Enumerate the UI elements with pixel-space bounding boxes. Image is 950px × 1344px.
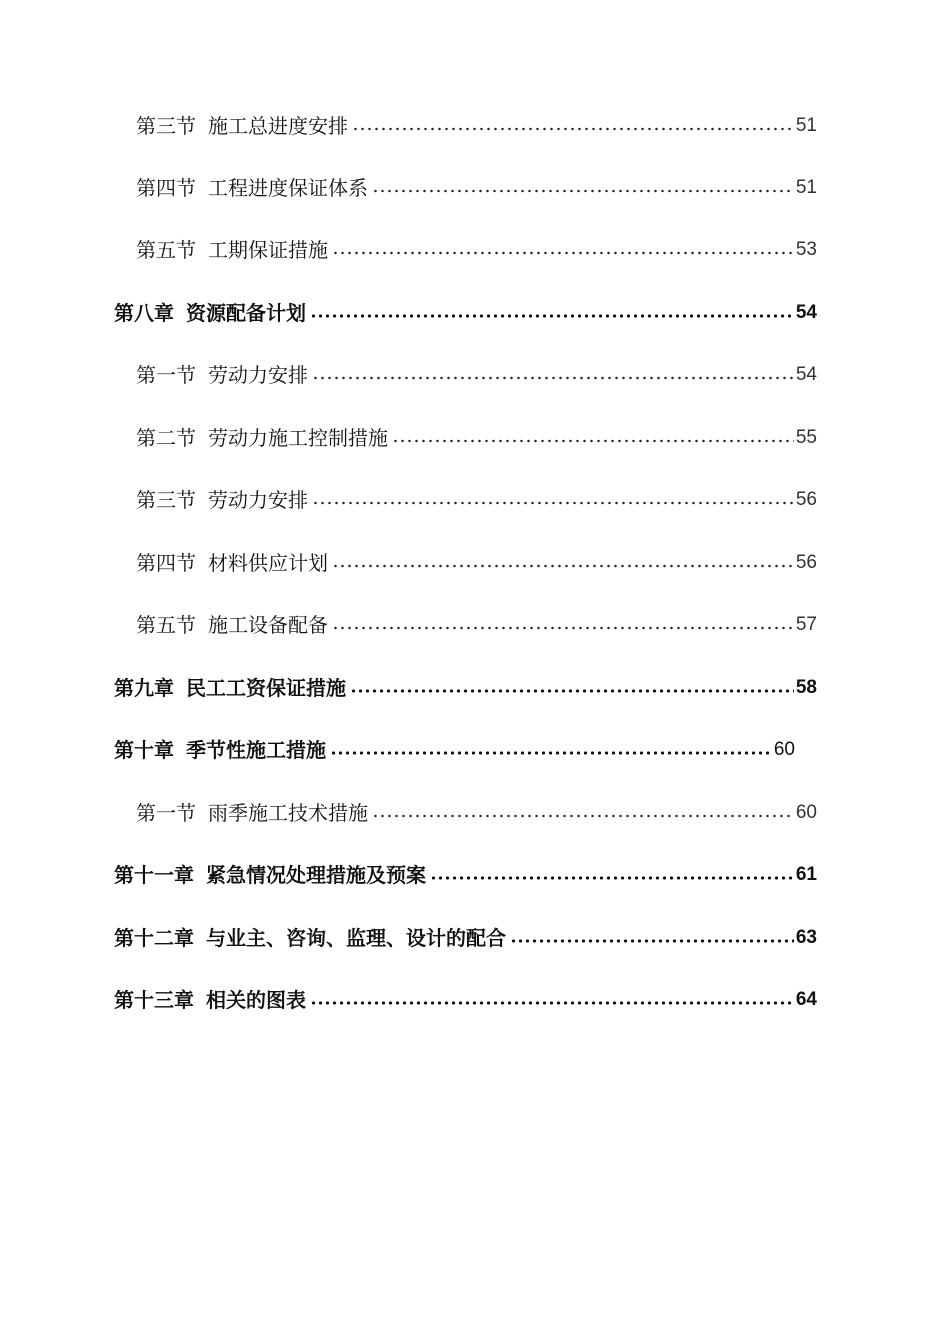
toc-entry-page: 54 (795, 302, 817, 323)
toc-entry-page: 64 (795, 989, 817, 1010)
toc-entry-page: 57 (795, 614, 817, 635)
toc-entry-page: 54 (795, 364, 817, 385)
dot-leader (352, 126, 794, 132)
toc-entry-title: 雨季施工技术措施 (208, 801, 368, 825)
toc-entry-page: 55 (795, 427, 817, 448)
toc-entry-title: 相关的图表 (206, 988, 306, 1012)
dot-leader (310, 313, 794, 319)
dot-leader (332, 563, 794, 569)
toc-entry-number: 第八章 (114, 301, 174, 325)
toc-entry-page: 58 (795, 677, 817, 698)
toc-entry-number: 第四节 (136, 551, 196, 575)
toc-entry-number: 第一节 (136, 801, 196, 825)
toc-entry-number: 第三节 (136, 488, 196, 512)
toc-entry-section[interactable] (136, 359, 817, 391)
toc-entry-number: 第五节 (136, 238, 196, 262)
toc-entry-number: 第九章 (114, 676, 174, 700)
toc-entry-section[interactable] (136, 484, 817, 516)
toc-entry-title: 施工总进度安排 (208, 114, 348, 138)
dot-leader (510, 938, 794, 944)
toc-entry-number: 第十章 (114, 738, 174, 762)
toc-entry-title: 材料供应计划 (208, 551, 328, 575)
toc-entry-title: 劳动力安排 (208, 363, 308, 387)
toc-entry-number: 第四节 (136, 176, 196, 200)
toc-entry-chapter[interactable] (114, 297, 817, 329)
dot-leader (372, 813, 794, 819)
toc-entry-title: 季节性施工措施 (186, 738, 326, 762)
toc-entry-title: 工期保证措施 (208, 238, 328, 262)
toc-entry-title: 民工工资保证措施 (186, 676, 346, 700)
toc-entry-number: 第三节 (136, 114, 196, 138)
toc-entry-title: 资源配备计划 (186, 301, 306, 325)
toc-entry-title: 施工设备配备 (208, 613, 328, 637)
toc-entry-title: 劳动力施工控制措施 (208, 426, 388, 450)
toc-entry-page: 60 (795, 802, 817, 823)
toc-entry-chapter[interactable] (114, 672, 817, 704)
toc-entry-number: 第十三章 (114, 988, 194, 1012)
toc-entry-title: 紧急情况处理措施及预案 (206, 863, 426, 887)
toc-entry-section[interactable] (136, 234, 817, 266)
toc-entry-number: 第一节 (136, 363, 196, 387)
dot-leader (372, 188, 794, 194)
toc-entry-number: 第二节 (136, 426, 196, 450)
toc-entry-section[interactable] (136, 797, 817, 829)
toc-entry-section[interactable] (136, 609, 817, 641)
toc-entry-page: 63 (795, 927, 817, 948)
dot-leader (310, 1000, 794, 1006)
toc-entry-chapter[interactable] (114, 734, 795, 766)
toc-entry-number: 第五节 (136, 613, 196, 637)
toc-entry-page: 61 (795, 864, 817, 885)
toc-entry-number: 第十二章 (114, 926, 194, 950)
toc-entry-number: 第十一章 (114, 863, 194, 887)
dot-leader (332, 625, 794, 631)
dot-leader (312, 375, 794, 381)
toc-entry-page: 56 (795, 489, 817, 510)
dot-leader (312, 500, 794, 506)
dot-leader (392, 438, 794, 444)
dot-leader (350, 688, 794, 694)
dot-leader (332, 250, 794, 256)
toc-entry-page: 56 (795, 552, 817, 573)
toc-entry-title: 工程进度保证体系 (208, 176, 368, 200)
toc-entry-chapter[interactable] (114, 984, 817, 1016)
toc-entry-title: 劳动力安排 (208, 488, 308, 512)
toc-entry-page: 60 (773, 739, 795, 760)
toc-entry-page: 53 (795, 239, 817, 260)
toc-entry-section[interactable] (136, 110, 817, 142)
toc-entry-section[interactable] (136, 422, 817, 454)
toc-entry-section[interactable] (136, 172, 817, 204)
toc-entry-page: 51 (795, 115, 817, 136)
toc-entry-page: 51 (795, 177, 817, 198)
toc-entry-title: 与业主、咨询、监理、设计的配合 (206, 926, 506, 950)
dot-leader (330, 750, 772, 756)
toc-entry-chapter[interactable] (114, 859, 817, 891)
toc-entry-section[interactable] (136, 547, 817, 579)
dot-leader (430, 875, 794, 881)
toc-entry-chapter[interactable] (114, 922, 817, 954)
